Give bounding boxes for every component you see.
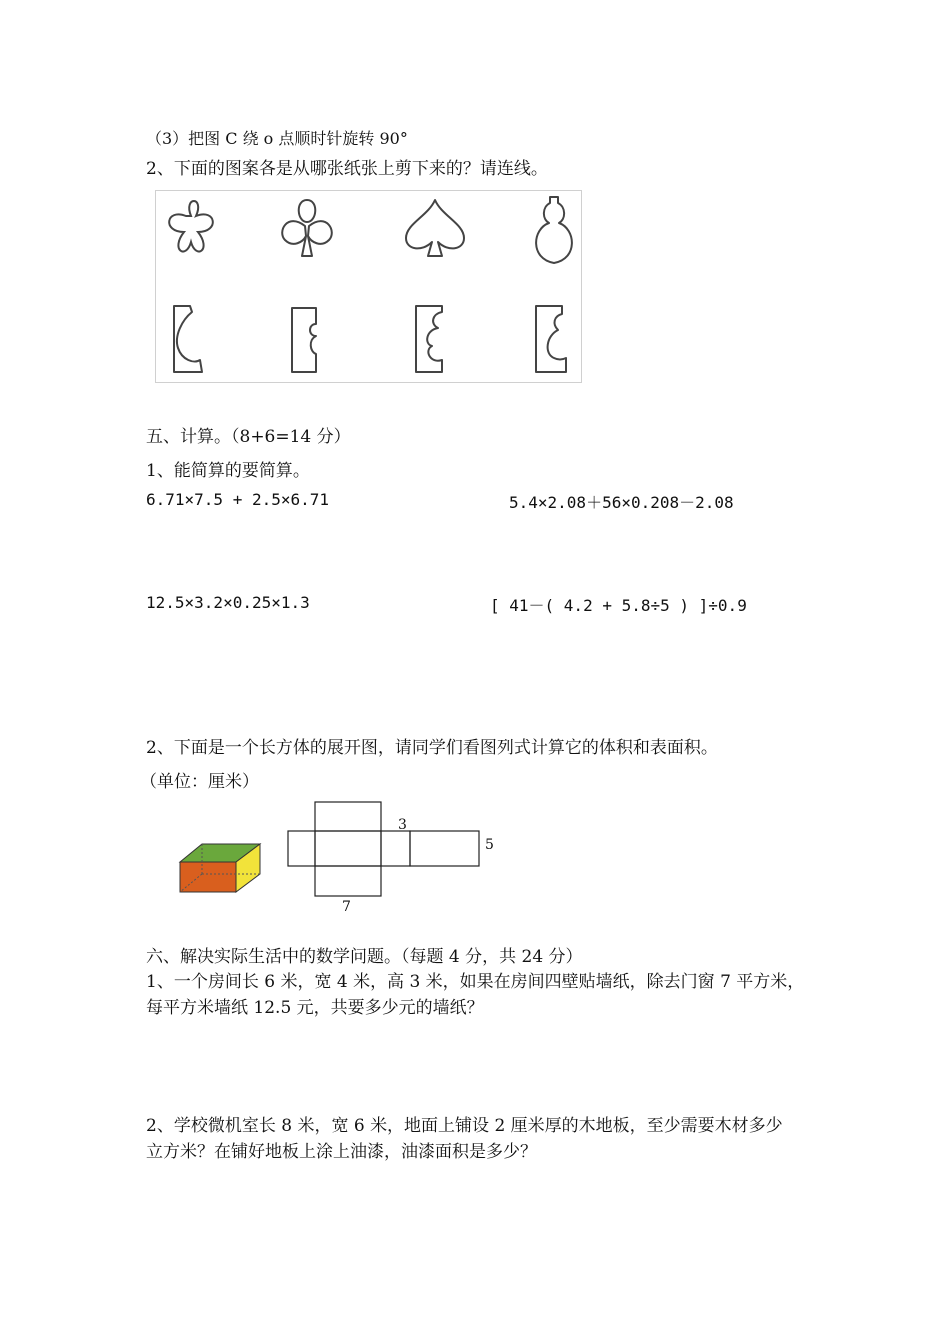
problem-1-line-1: 1、一个房间长 6 米，宽 4 米，高 3 米，如果在房间四壁贴墙纸，除去门窗 7 平方米， [146,972,805,992]
problem-2-line-1: 2、学校微机室长 8 米，宽 6 米，地面上铺设 2 厘米厚的木地板，至少需要木材多少 [146,1116,783,1136]
trefoil-shape-icon [158,194,224,262]
cuboid-icon [176,840,266,896]
folded-paper-cut-b-icon [288,304,330,376]
section-5-title: 五、计算。（8+6=14 分） [146,427,351,447]
problem-1-line-2: 每平方米墙纸 12.5 元，共要多少元的墙纸？ [146,998,484,1018]
question-2-title: 2、下面的图案各是从哪张纸张上剪下来的？请连线。 [146,159,548,179]
expression-3: 12.5×3.2×0.25×1.3 [146,593,310,612]
spade-shape-icon [402,196,468,264]
net-label-width: 5 [485,837,494,853]
expression-1: 6.71×7.5 + 2.5×6.71 [146,490,330,509]
net-label-height: 3 [398,817,407,833]
calc-subtitle-1: 1、能简算的要简算。 [146,461,310,481]
gourd-shape-icon [528,193,580,267]
section-6-title: 六、解决实际生活中的数学问题。（每题 4 分，共 24 分） [146,947,583,967]
question-3-rotate: （3）把图 C 绕 o 点顺时针旋转 90° [146,129,408,148]
expression-2: 5.4×2.08＋56×0.208－2.08 [509,493,734,512]
cuboid-net-diagram [286,802,506,914]
folded-paper-cut-c-icon [412,302,456,376]
calc-subtitle-2: 2、下面是一个长方体的展开图，请同学们看图列式计算它的体积和表面积。 [146,738,718,758]
problem-2-line-2: 立方米？在铺好地板上涂上油漆，油漆面积是多少？ [146,1142,537,1162]
folded-paper-cut-a-icon [170,302,220,376]
expression-4: [ 41－( 4.2 + 5.8÷5 ) ]÷0.9 [490,596,747,615]
folded-paper-cut-d-icon [532,302,578,376]
club-shape-icon [275,196,339,264]
unit-note: （单位：厘米） [140,772,259,792]
net-label-length: 7 [342,899,351,915]
